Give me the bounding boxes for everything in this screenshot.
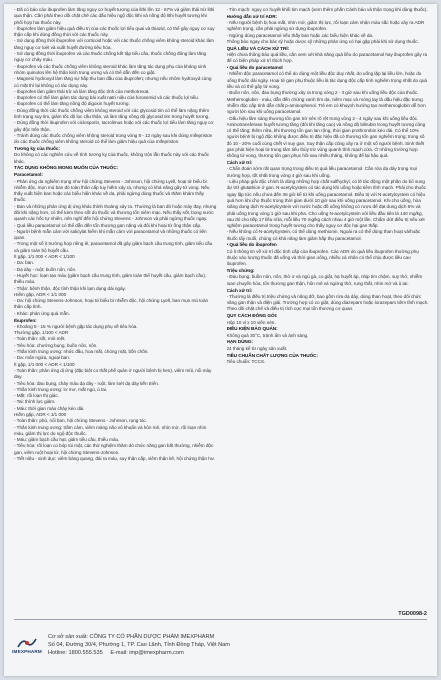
paragraph: - Mắt: rối loạn thị giác. <box>14 393 59 399</box>
paragraph: - Nhiễm độc paracetamol có thể do dùng một liều độc duy nhất, do uống lặp lại liều lớn, hoặc do uống thuốc dài ngày. Hoại tử gan phụ thuộc liều là tác dụng độc cấp tính nghiêm trọng nhất do quá liều và có thể gây tử vong. <box>226 71 427 90</box>
paragraph: - Dùng đồng thời ibuprofen với ciclosporin, tacrolimus hoặc với các thuốc lợi tiểu làm tăng nguy cơ gây độc trên thận. <box>14 120 214 132</box>
paragraph: Không quá 30°C, tránh ẩm và ánh sáng. <box>226 332 309 338</box>
paragraph: Thông báo ngay cho bác sỹ hoặc dược sỹ những phản ứng có hại gặp phải khi sử dụng thuốc. <box>226 38 419 44</box>
section-heading: Ibuprofen: <box>14 317 37 323</box>
paragraph: Hiếm gặp, ADR < 1/1 000 <box>14 291 67 297</box>
paragraph: - Da: hội chứng Stevens-Johnson, hoại tử biểu bì nhiễm độc, hội chứng Lyell, ban mụn mủ toàn thân cấp tính. <box>14 298 209 310</box>
paragraph: - Liệu pháp giải độc chính là dùng những hợp chất sulfhydryl, có lẽ tác động một phần do bổ sung dự trữ glutathion ở gan. N-acetylcystein có tác dụng khi uống hoặc tiêm tĩnh mạch. Phải cho thuốc ngay lập tức nếu chưa đến 36 giờ kể từ khi uống paracetamol. Điều trị với N-acetylcystein có hiệu quả hơn khi cho thuốc trong thời gian dưới 10 giờ sau khi uống paracetamol. Khi cho uống, hòa loãng dung dịch N-acetylcystein với nước hoặc đồ uống không có rượu để đạt dung dịch 5% và phải uống trong vòng 1 giờ sau khi pha. Cho uống N-acetylcystein với liều đầu tiên là 140 mg/kg, sau đó cho tiếp 17 liều nữa, mỗi liều 70 mg/kg cách nhau 4 giờ một lần. Chấm dứt điều trị nếu xét nghiệm paracetamol trong huyết tương cho thấy nguy cơ độc hại gan thấp. <box>226 179 426 229</box>
paragraph: - Da: mẩn ngứa, ngoại ban. <box>14 355 71 361</box>
paragraph: 24 tháng kể từ ngày sản xuất. <box>226 345 288 351</box>
email: E-mail: imp@imexpharm.com <box>110 650 184 656</box>
paragraph: Do không có các nghiên cứu về tính tương kỵ của thuốc, không trộn lẫn thuốc này với các thuốc khác. <box>14 152 210 164</box>
paragraph: - Khoảng 5 - 15 % người bệnh gặp tác dụng phụ về tiêu hóa. <box>14 323 138 329</box>
manufacturer-info <box>48 633 230 657</box>
section-heading: • Quá liều do ibuprofen <box>226 242 277 248</box>
footer <box>14 628 427 662</box>
paragraph: - Ibuprofen và các thuốc chống viêm không steroid khác làm tăng tác dụng phụ của kháng sinh nhóm quinolon lên hệ thần kinh trung ương và có thể dẫn đến co giật. <box>14 63 207 75</box>
paragraph: - Toàn thân: phản ứng dị ứng (đặc biệt co thắt phế quản ở người bệnh bị hen), viêm mũi, nổi mày đay. <box>14 367 212 380</box>
paragraph: - Tiết niệu - sinh dục: viêm bàng quang, đái ra máu, suy thận cấp, viêm thận kẽ, hội chứng thận hư. <box>14 456 216 462</box>
section-heading: TÁC DỤNG KHÔNG MONG MUỐN CỦA THUỐC: <box>14 165 119 171</box>
paragraph: - Tai: thính lực giảm. <box>14 399 56 405</box>
section-heading: • Quá liều do paracetamol <box>226 65 283 71</box>
paragraph: - Sử dụng đồng thời ibuprofen với corticoid hoặc với các thuốc chống viêm không steroid khác làm tăng nguy cơ loét và xuất huyết đường tiêu hóa. <box>14 38 214 50</box>
paragraph: - Tim mạch: nguy cơ huyết khối tim mạch (xem thêm phần Cảnh báo và thận trọng khi dùng thuốc). <box>226 7 428 12</box>
paragraph: - Tiêu hóa: đau bụng, chảy máu dạ dày - ruột, làm loét dạ dày tiến triển. <box>14 380 159 386</box>
paragraph: Hiện chưa thông báo quá liều, cần xem xét khả năng quá liều do paracetamol hay ibuprofen gây ra để có biện pháp xử trí thích hợp. <box>226 52 428 64</box>
paragraph: - Thần kinh trung ương: trầm cảm, viêm màng não vô khuẩn và hôn mê, nhìn mờ, rối loạn nhìn màu, giảm thị lực do ngộ độc thuốc. <box>14 424 207 436</box>
paragraph: - Máu: thời gian máu chảy kéo dài. <box>14 405 85 411</box>
document-code: TGD0098-2 <box>398 611 427 617</box>
footer-divider <box>14 619 427 620</box>
paragraph: - Magnesi hydroxyd làm tăng sự hấp thu ban đầu của ibuprofen; nhưng nếu nhôm hydroxyd cùng có mặt thì lại không có tác dụng này. <box>14 76 212 88</box>
paragraph: - Dùng đồng thời các thuốc chống viêm không steroid với các glycosid tim có thể làm nặng thêm tình trạng suy tim, giảm tốc độ lọc cầu thận, và làm tăng nồng độ glycosid tim trong huyết tương. <box>14 107 210 120</box>
section-heading: HẠN DÙNG: <box>226 339 253 345</box>
paragraph: - Thần kinh trung ương: lơ mơ, mất ngủ, ù tai. <box>14 386 108 392</box>
paragraph: - Buồn nôn, nôn, đau bụng thường xảy ra trong vòng 2 - 3 giờ sau khi uống liều độc của thuốc. Methemoglobin - máu, dẫn đến chứng xanh tím da, niêm mạc và móng tay là dấu hiệu đặc trưng nhiễm độc cấp tính dẫn chất p-aminophenol. Trẻ em có khuynh hướng tạo methemoglobin dễ hơn người lớn sau khi uống paracetamol. <box>226 90 426 115</box>
manufacturer-address: Số 04, Đường 30/4, Phường 1, TP. Cao Lãnh, Tỉnh Đồng Tháp, Việt Nam <box>48 642 230 648</box>
paragraph: - Ibuprofen làm giảm thải trừ và làm tăng độc tính của methotrexat. <box>14 88 150 94</box>
paragraph: - Da: ban. <box>14 260 35 266</box>
paragraph: - Chẩn đoán sớm rất quan trọng trong điều trị quá liều paracetamol. Cần rửa dạ dày trong mọi trường hợp, tốt nhất trong vòng 4 giờ sau khi uống. <box>226 166 418 178</box>
logo-icon <box>17 637 37 649</box>
leaflet-body <box>14 7 429 609</box>
logo-name: IMEXPHARM <box>12 648 42 654</box>
paragraph: - Thận: bệnh thận, độc tính thận khi lạm dụng dài ngày. <box>14 285 126 291</box>
paragraph: - Trong một số ít trường hợp riêng lẻ, paracetamol đã gây giảm bạch cầu trung tính, giảm tiểu cầu và giảm toàn bộ huyết cầu. <box>14 241 213 253</box>
section-heading: QUY CÁCH ĐÓNG GÓI: <box>226 313 278 319</box>
paragraph: - Thường là điều trị triệu chứng và nâng đỡ, bao gồm rửa dạ dày, dùng than hoạt, theo dõi chức năng gan thận và điện giải. Trường hợp có co giật, dùng diazepam hoặc lorazepam tiêm tĩnh mạch. Theo dõi chặt chẽ và điều trị tích cực mọi tổn thương cơ quan. <box>226 293 429 312</box>
paragraph: - Ibuprofen có thể làm giảm tác dụng bài xuất natri niệu của furosemid và các thuốc lợi tiểu. <box>14 95 199 101</box>
manufacturer-name: Cơ sở sản xuất: CÔNG TY CỔ PHẦN DƯỢC PHẨM IMEXPHARM <box>48 634 215 640</box>
imexpharm-logo <box>14 637 40 654</box>
section-heading: Paracetamol: <box>14 172 43 178</box>
section-heading: Triệu chứng: <box>226 268 255 274</box>
paragraph: Thường gặp, 1/100 < ADR <box>14 330 69 336</box>
section-heading: Cách xử trí: <box>226 160 253 166</box>
paragraph: - Nếu người bệnh bị hoa mắt, nhìn mờ, giảm thị lực, rối loạn cảm nhận màu sắc hoặc xảy ra ADR nghiêm trọng, cần phải ngừng sử dụng ibuprofen. <box>226 20 425 32</box>
paragraph: - Phản ứng da nghiêm trọng như hội chứng Stevens - Johnson, hội chứng Lyell, hoại tử biểu bì nhiễm độc, mụn mủ ban đỏ toàn thân cấp tuy hiếm xảy ra, nhưng có khả năng gây tử vong. Nếu thấy xuất hiện ban hoặc các biểu hiện khác về da, phải ngừng dùng thuốc và thăm khám thầy thuốc. <box>14 178 210 203</box>
hotline: Hotline: 1800.555.535 <box>48 650 103 656</box>
paragraph: Tiêu chuẩn: TCCS. <box>226 358 266 364</box>
paragraph: - Đã có báo cáo ibuprofen làm tăng nguy cơ huyết tương của lithi lên 12 - 67% và giảm thải trừ lithi qua thận. Cần phải theo dõi chặt chẽ các dấu hiệu ngộ độc lithi và nồng độ lithi huyết tương khi phối hợp hai thuốc này. <box>14 7 215 25</box>
section-heading: Hướng dẫn xử trí ADR: <box>226 13 278 19</box>
paragraph: - Sử dụng đồng thời ibuprofen và các thuốc chống kết tập tiểu cầu, thuốc chống đông làm tăng nguy cơ chảy máu. <box>14 51 207 63</box>
paragraph: - Dạ dày - ruột: buồn nôn, nôn. <box>14 266 77 272</box>
left-column <box>14 7 217 609</box>
paragraph: - Quá liều paracetamol có thể dẫn đến tổn thương gan nặng và đôi khi hoại tử ống thận cấp. <box>14 222 202 228</box>
paragraph: - Máu: giảm bạch cầu hạt, giảm tiểu cầu, thiếu máu. <box>14 437 120 443</box>
section-heading: ĐIỀU KIỆN BẢO QUẢN: <box>226 326 278 332</box>
paragraph: - Ibuprofen có thể làm tăng nồng độ digoxin huyết tương. <box>14 101 130 107</box>
paragraph: - Đau bụng, buồn nôn, nôn, thờ ơ và ngủ gà, co giật, hạ huyết áp, nhịp tim chậm, suy thở, nhiễm toan chuyển hóa, tổn thương gan thận, hôn mê và ngừng thở, rung thất, nhìn mờ và ù tai. <box>226 274 423 286</box>
paragraph: - Toàn thân: sốt, mỏi mệt. <box>14 336 66 342</box>
paragraph: Hiếm gặp, ADR < 1/1 000 <box>14 412 67 417</box>
paragraph: Ít gặp, 1/1 000 < ADR < 1/100 <box>14 254 75 260</box>
paragraph: Ít gặp, 1/1 000 < ADR < 1/100 <box>14 361 75 367</box>
section-heading: Tương kỵ của thuốc: <box>14 146 60 152</box>
paragraph: - Tránh dùng các thuốc chống viêm không steroid trong vòng 8 - 12 ngày sau khi dùng mifepriston do các thuốc chống viêm không steroid có thể làm giảm hiệu quả của mifepriston. <box>14 132 213 145</box>
paragraph: - Tiêu hóa: chướng bụng, buồn nôn, nôn. <box>14 342 98 348</box>
leaflet-page <box>4 4 437 676</box>
paragraph: - Khác: phản ứng quá mẫn. <box>14 310 70 316</box>
paragraph: - Nếu không có N-acetylcystein, có thể dùng methionin. Ngoài ra có thể dùng than hoạt và/hoặc thuốc tẩy muối, chúng có khả năng làm giảm hấp thụ paracetamol. <box>226 229 421 241</box>
section-heading: Cách xử trí: <box>226 287 253 293</box>
paragraph: - Ibuprofen làm giảm hiệu quả điều trị của các thuốc lợi tiểu quai và thiazid, có thể gây nguy cơ suy thận cấp khi dùng đồng thời với các thuốc này. <box>14 25 215 38</box>
paragraph: - Người bệnh mẫn cảm với salicylat hiếm khi mẫn cảm với paracetamol và những thuốc có liên quan. <box>14 228 207 241</box>
paragraph: - Thần kinh trung ương: nhức đầu, hoa mắt, chóng mặt, bồn chồn. <box>14 349 149 355</box>
paragraph: - Dấu hiệu lâm sàng thương tổn gan trở nên rõ rệt trong vòng 2 - 4 ngày sau khi uống liều độc. Aminotransferase huyết tương tăng (đôi khi tăng cao) và nồng độ bilirubin trong huyết tương cũng có thể tăng; thêm nữa, khi thương tổn gan lan rộng, thời gian prothrombin kéo dài. Có thể 10% người bệnh bị ngộ độc không được điều trị đặc hiệu đã có thương tổn gan nghiêm trọng; trong số đó 10 - 20% cuối cùng chết vì suy gan. Suy thận cấp cũng xảy ra ở một số người bệnh. Sinh thiết gan phát hiện hoại tử trung tâm tiểu thùy trừ vùng quanh tĩnh mạch cửa. Ở những trường hợp không tử vong, thương tổn gan phục hồi sau nhiều tháng, không để lại hậu quả. <box>226 115 426 159</box>
section-heading: TIÊU CHUẨN CHẤT LƯỢNG CỦA THUỐC: <box>226 352 319 358</box>
right-column <box>227 7 430 609</box>
contact-line <box>48 649 230 657</box>
section-heading: QUÁ LIỀU VÀ CÁCH XỬ TRÍ: <box>226 45 290 51</box>
paragraph: Có ít thông tin về xử trí độc tính cấp của ibuprofen. Các ADR do quá liều ibuprofen thường phụ thuộc vào lượng thuốc đã uống và thời gian uống, nhiều cá nhân có thể chịu được liều cao ibuprofen. <box>226 248 419 267</box>
paragraph: - Ban và những phản ứng dị ứng khác thỉnh thoảng xảy ra. Thường là ban đỏ hoặc mày đay, nhưng đôi khi nặng hơn, có thể kèm theo sốt do thuốc và thương tổn niêm mạc. Nếu thấy sốt, bọng nước quanh các hốc tự nhiên, nên nghĩ đến hội chứng Stevens - Johnson và phải ngừng thuốc ngay. <box>14 203 217 222</box>
paragraph: - Ngừng dùng paracetamol nếu thấy ban hoặc các biểu hiện khác về da. <box>226 32 374 38</box>
paragraph: Hộp 10 vỉ x 10 viên nén. <box>226 319 276 325</box>
paragraph: - Huyết học: loạn tạo máu (giảm bạch cầu trung tính, giảm toàn thể huyết cầu, giảm bạch cầu), thiếu máu. <box>14 272 207 285</box>
paragraph: - Toàn thân: phù, nổi ban, hội chứng Stevens - Johnson, rụng tóc. <box>14 418 147 424</box>
paragraph: - Tiêu hóa: rối loạn co bóp túi mật, các thử nghiệm thăm dò chức năng gan bất thường, nhiễm độc gan, viêm ruột hoại tử, hội chứng Stevens-Johnson. <box>14 443 214 455</box>
